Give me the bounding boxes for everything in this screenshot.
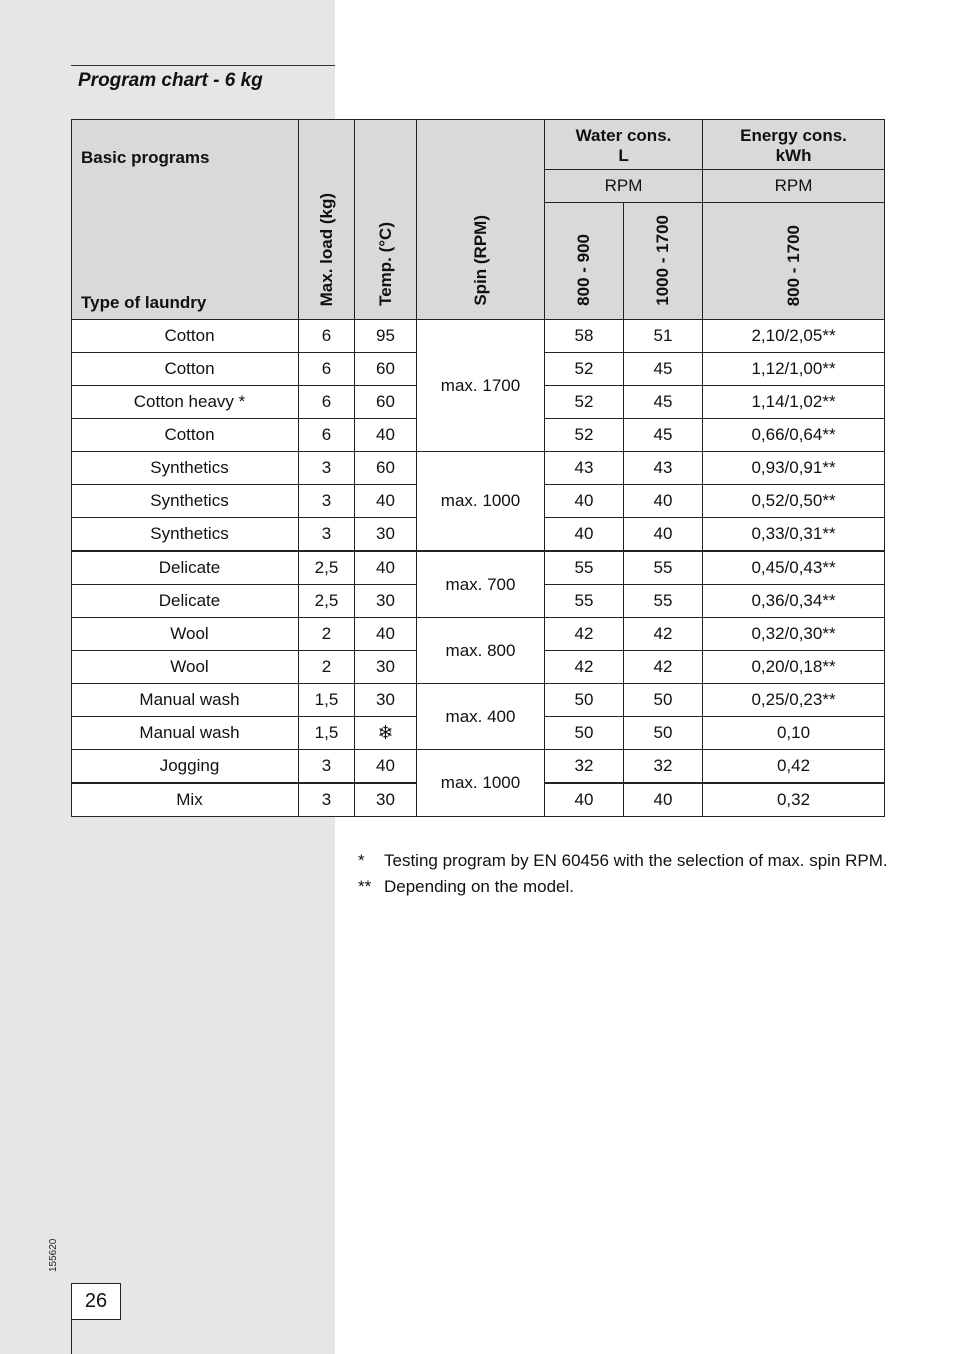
cell-type: Delicate — [72, 551, 299, 585]
cell-water-800-900: 58 — [545, 320, 624, 353]
header-water-cons-line2: L — [618, 146, 629, 165]
cell-temp: 30 — [355, 651, 417, 684]
cell-temp: 95 — [355, 320, 417, 353]
cell-type: Manual wash — [72, 684, 299, 717]
cell-temp: 40 — [355, 551, 417, 585]
header-water-rpm: RPM — [545, 170, 703, 203]
header-energy-rpm: RPM — [703, 170, 885, 203]
cell-water-1000-1700: 51 — [624, 320, 703, 353]
cell-spin: max. 800 — [417, 618, 545, 684]
cell-load: 2 — [299, 618, 355, 651]
cell-load: 2,5 — [299, 585, 355, 618]
cell-energy: 0,25/0,23** — [703, 684, 885, 717]
cell-water-800-900: 43 — [545, 452, 624, 485]
table-row — [72, 551, 885, 585]
cell-spin: max. 700 — [417, 551, 545, 618]
header-energy-rpm-800-1700: 800 - 1700 — [783, 224, 803, 306]
table-row — [72, 684, 885, 717]
cell-type: Wool — [72, 651, 299, 684]
cell-load: 3 — [299, 452, 355, 485]
footnote-text: Testing program by EN 60456 with the selection of max. spin RPM. — [384, 851, 888, 870]
header-basic-programs: Basic programs — [81, 148, 210, 167]
cell-water-800-900: 40 — [545, 485, 624, 518]
cell-temp: 30 — [355, 783, 417, 817]
cell-temp: 60 — [355, 353, 417, 386]
cell-temp: 60 — [355, 386, 417, 419]
page-number-rule — [71, 1320, 72, 1354]
cell-load: 2 — [299, 651, 355, 684]
header-temp-cell — [355, 120, 417, 320]
cell-temp: 40 — [355, 419, 417, 452]
program-chart-table — [71, 119, 885, 817]
cell-type: Synthetics — [72, 518, 299, 552]
footnote-mark: ** — [358, 877, 372, 896]
cell-spin: max. 1000 — [417, 750, 545, 817]
cell-type: Mix — [72, 783, 299, 817]
footnote — [358, 874, 888, 900]
cell-water-1000-1700: 42 — [624, 618, 703, 651]
cell-energy: 1,12/1,00** — [703, 353, 885, 386]
footnotes — [358, 848, 888, 900]
cell-type: Manual wash — [72, 717, 299, 750]
cell-type: Synthetics — [72, 485, 299, 518]
cell-water-1000-1700: 55 — [624, 551, 703, 585]
cell-load: 3 — [299, 783, 355, 817]
footnote-mark: * — [358, 851, 365, 870]
cell-load: 6 — [299, 386, 355, 419]
cell-load: 1,5 — [299, 684, 355, 717]
cell-water-1000-1700: 45 — [624, 419, 703, 452]
cell-temp: 30 — [355, 684, 417, 717]
header-energy-rpm-800-1700-cell — [703, 203, 885, 320]
cell-energy: 0,93/0,91** — [703, 452, 885, 485]
cell-water-1000-1700: 40 — [624, 485, 703, 518]
cell-energy: 0,33/0,31** — [703, 518, 885, 552]
cell-water-800-900: 50 — [545, 684, 624, 717]
header-water-cons-line1: Water cons. — [575, 126, 672, 145]
header-spin-cell — [417, 120, 545, 320]
title-rule — [71, 65, 335, 66]
cell-temp: 40 — [355, 750, 417, 784]
cell-energy: 0,52/0,50** — [703, 485, 885, 518]
cell-load: 6 — [299, 419, 355, 452]
cell-water-1000-1700: 40 — [624, 783, 703, 817]
header-energy-cons — [703, 120, 885, 170]
footnote-text: Depending on the model. — [384, 877, 574, 896]
cell-load: 6 — [299, 320, 355, 353]
cell-water-1000-1700: 50 — [624, 684, 703, 717]
cell-water-800-900: 55 — [545, 585, 624, 618]
cell-type: Synthetics — [72, 452, 299, 485]
cell-water-800-900: 52 — [545, 419, 624, 452]
cell-spin: max. 400 — [417, 684, 545, 750]
cell-load: 3 — [299, 485, 355, 518]
snowflake-icon: ❄ — [355, 717, 417, 750]
cell-energy: 0,42 — [703, 750, 885, 784]
header-water-rpm-800-900-cell — [545, 203, 624, 320]
header-max-load: Max. load (kg) — [316, 192, 336, 306]
header-water-rpm-1000-1700: 1000 - 1700 — [653, 215, 672, 306]
cell-energy: 0,32 — [703, 783, 885, 817]
table-row — [72, 452, 885, 485]
cell-temp: 30 — [355, 518, 417, 552]
cell-temp: 40 — [355, 485, 417, 518]
header-program-cell — [72, 120, 299, 320]
cell-energy: 0,10 — [703, 717, 885, 750]
header-temp: Temp. (°C) — [375, 222, 395, 306]
cell-water-800-900: 32 — [545, 750, 624, 784]
cell-type: Jogging — [72, 750, 299, 784]
cell-energy: 0,66/0,64** — [703, 419, 885, 452]
cell-energy: 2,10/2,05** — [703, 320, 885, 353]
cell-energy: 0,45/0,43** — [703, 551, 885, 585]
header-max-load-cell — [299, 120, 355, 320]
table-row — [72, 750, 885, 784]
cell-load: 3 — [299, 518, 355, 552]
table-row — [72, 618, 885, 651]
header-water-rpm-800-900: 800 - 900 — [574, 234, 593, 306]
cell-water-1000-1700: 32 — [624, 750, 703, 784]
cell-load: 3 — [299, 750, 355, 784]
cell-load: 1,5 — [299, 717, 355, 750]
page-number: 26 — [71, 1283, 121, 1320]
cell-water-800-900: 50 — [545, 717, 624, 750]
cell-water-1000-1700: 40 — [624, 518, 703, 552]
cell-water-1000-1700: 42 — [624, 651, 703, 684]
cell-spin: max. 1700 — [417, 320, 545, 452]
page-title: Program chart - 6 kg — [78, 70, 263, 91]
cell-type: Cotton — [72, 353, 299, 386]
cell-water-1000-1700: 50 — [624, 717, 703, 750]
cell-energy: 1,14/1,02** — [703, 386, 885, 419]
cell-water-800-900: 40 — [545, 783, 624, 817]
cell-temp: 40 — [355, 618, 417, 651]
cell-type: Delicate — [72, 585, 299, 618]
header-type-of-laundry: Type of laundry — [81, 293, 207, 312]
cell-spin: max. 1000 — [417, 452, 545, 552]
table-row — [72, 320, 885, 353]
cell-temp: 60 — [355, 452, 417, 485]
cell-type: Wool — [72, 618, 299, 651]
header-energy-cons-line1: Energy cons. — [740, 126, 847, 145]
cell-energy: 0,32/0,30** — [703, 618, 885, 651]
cell-water-1000-1700: 55 — [624, 585, 703, 618]
cell-water-1000-1700: 45 — [624, 353, 703, 386]
header-water-rpm-1000-1700-cell — [624, 203, 703, 320]
document-code: 155620 — [48, 1238, 59, 1272]
header-energy-cons-line2: kWh — [775, 146, 812, 165]
cell-water-1000-1700: 45 — [624, 386, 703, 419]
cell-water-1000-1700: 43 — [624, 452, 703, 485]
header-water-cons — [545, 120, 703, 170]
header-spin: Spin (RPM) — [470, 215, 490, 306]
cell-water-800-900: 42 — [545, 618, 624, 651]
cell-load: 6 — [299, 353, 355, 386]
cell-water-800-900: 52 — [545, 353, 624, 386]
cell-water-800-900: 52 — [545, 386, 624, 419]
cell-water-800-900: 40 — [545, 518, 624, 552]
cell-type: Cotton heavy * — [72, 386, 299, 419]
cell-water-800-900: 55 — [545, 551, 624, 585]
cell-temp: 30 — [355, 585, 417, 618]
cell-type: Cotton — [72, 320, 299, 353]
cell-energy: 0,20/0,18** — [703, 651, 885, 684]
cell-energy: 0,36/0,34** — [703, 585, 885, 618]
cell-water-800-900: 42 — [545, 651, 624, 684]
footnote — [358, 848, 888, 874]
cell-type: Cotton — [72, 419, 299, 452]
cell-load: 2,5 — [299, 551, 355, 585]
